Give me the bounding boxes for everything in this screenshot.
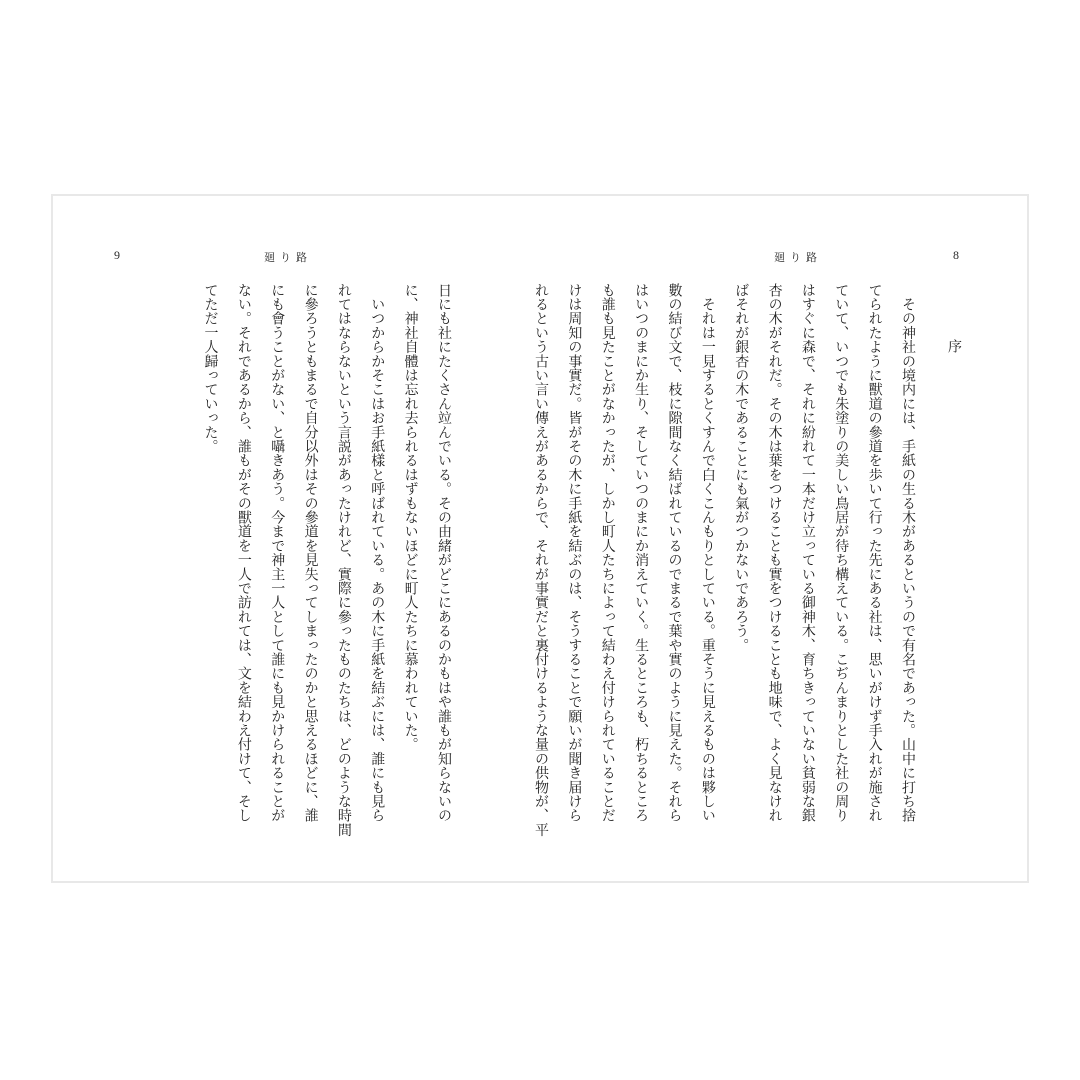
body-text-left xyxy=(193,283,460,861)
text-column: も誰も見たことがなかったが、しかし町人たちによって結わえ付けられていることだ xyxy=(599,283,615,823)
page-number-right: 8 xyxy=(953,248,959,262)
text-column: いつからかそこはお手紙樣と呼ばれている。あの木に手紙を結ぶには、誰にも見ら xyxy=(369,283,385,823)
text-column: それは一見するとくすんで白くこんもりとしている。重そうに見えるものは夥しい xyxy=(699,283,715,823)
text-column: 杏の木がそれだ。その木は葉をつけることも實をつけることも地味で、よく見なけれ xyxy=(766,283,782,823)
text-column: に、神社自體は忘れ去られるはずもないほどに町人たちに慕われていた。 xyxy=(402,283,418,752)
page-number-left: 9 xyxy=(114,248,120,262)
text-column: てただ一人歸っていった。 xyxy=(202,283,218,454)
text-column: れてはならないという言説があったけれど、實際に參ったものたちは、どのような時間 xyxy=(335,283,351,837)
running-head-left: 廻り路 xyxy=(264,252,312,264)
text-column: てられたように獸道の參道を歩いて行った先にある社は、思いがけず手入れが施され xyxy=(866,283,882,823)
text-column: はすぐに森で、それに紛れて一本だけ立っている御神木、育ちきっていない貧弱な銀 xyxy=(799,283,815,823)
chapter-heading: 序 xyxy=(946,339,961,354)
text-column: れるという古い言い傳えがあるからで、それが事實だと裏付けるような量の供物が、平 xyxy=(533,283,549,837)
text-column: はいつのまにか生り、そしていつのまにか消えていく。生るところも、朽ちるところ xyxy=(633,283,649,823)
text-column: ていて、いつでも朱塗りの美しい鳥居が待ち構えている。こぢんまりとした社の周り xyxy=(833,283,849,823)
text-column: 日にも社にたくさん竝んでいる。その由緒がどこにあるのかもはや誰もが知らないの xyxy=(436,283,451,823)
text-column: 數の結び文で、枝に隙間なく結ばれているのでまるで葉や實のように見えた。それら xyxy=(666,283,682,823)
text-column: にも會うことがない、と囁きあう。今まで神主一人として誰にも見かけられることが xyxy=(269,283,285,823)
text-column: に參ろうともまるで自分以外はその參道を見失ってしまったのかと思えるほどに、誰 xyxy=(302,283,318,823)
text-column: ない。それであるから、誰もがその獸道を一人で訪れては、文を結わえ付けて、そし xyxy=(235,283,251,823)
running-head-right: 廻り路 xyxy=(774,252,822,264)
text-column: その神社の境内には、手紙の生る木があるというので有名であった。山中に打ち捨 xyxy=(900,283,915,823)
text-column: ばそれが銀杏の木であることにも氣がつかないであろう。 xyxy=(733,283,749,653)
body-text-right xyxy=(524,283,968,861)
text-column: けは周知の事實だ。皆がその木に手紙を結ぶのは、そうすることで願いが聞き届けら xyxy=(566,283,582,823)
